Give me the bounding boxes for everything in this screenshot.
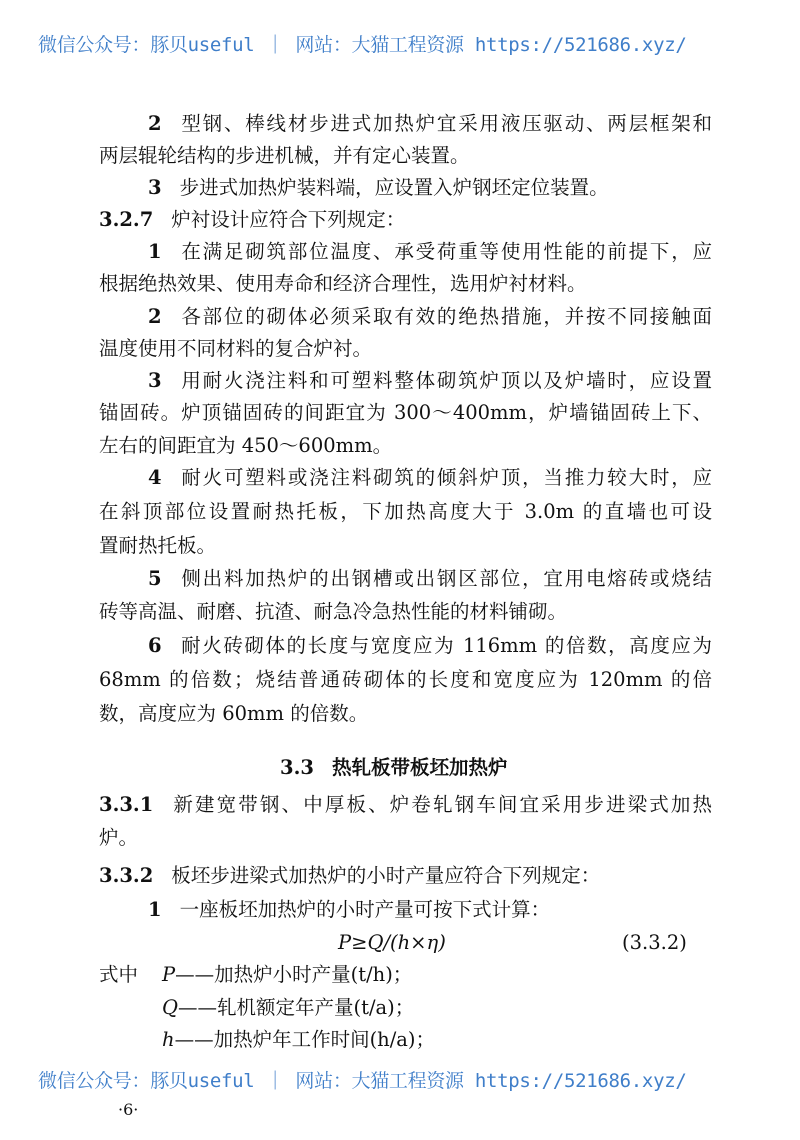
paragraph-line: 4 耐火可塑料或浇注料砌筑的倾斜炉顶，当推力较大时，应 bbox=[148, 466, 712, 489]
variable-definition: P——加热炉小时产量(t/h)； bbox=[162, 963, 413, 986]
paragraph-line: 3 用耐火浇注料和可塑料整体砌筑炉顶以及炉墙时，应设置 bbox=[148, 369, 712, 392]
formula-number: (3.3.2) bbox=[622, 931, 687, 954]
paragraph-line: 置耐热托板。 bbox=[99, 534, 217, 557]
where-label: 式中 bbox=[99, 963, 139, 986]
paragraph-line: 6 耐火砖砌体的长度与宽度应为 116mm 的倍数，高度应为 bbox=[148, 634, 712, 657]
paragraph-line: 68mm 的倍数；烧结普通砖砌体的长度和宽度应为 120mm 的倍 bbox=[99, 668, 712, 691]
paragraph-line: 砖等高温、耐磨、抗渣、耐急冷急热性能的材料铺砌。 bbox=[99, 600, 568, 623]
paragraph-line: 1 一座板坯加热炉的小时产量可按下式计算： bbox=[148, 898, 551, 921]
variable-definition: h——加热炉年工作时间(h/a)； bbox=[162, 1028, 436, 1051]
paragraph-line: 锚固砖。炉顶锚固砖的间距宜为 300～400mm，炉墙锚固砖上下、 bbox=[99, 401, 712, 424]
watermark-bottom: 微信公众号：豚贝useful ｜ 网站：大猫工程资源 https://521686.xyz/ bbox=[38, 1070, 687, 1092]
paragraph-line: 2 型钢、棒线材步进式加热炉宜采用液压驱动、两层框架和 bbox=[148, 112, 712, 135]
paragraph-line: 左右的间距宜为 450～600mm。 bbox=[99, 434, 393, 457]
formula: P≥Q/(h×η) bbox=[338, 931, 446, 954]
paragraph-line: 2 各部位的砌体必须采取有效的绝热措施，并按不同接触面 bbox=[148, 305, 712, 328]
clause-heading: 3.2.7 炉衬设计应符合下列规定： bbox=[99, 208, 406, 231]
section-heading: 3.3 热轧板带板坯加热炉 bbox=[280, 756, 508, 779]
paragraph-line: 两层辊轮结构的步进机械，并有定心装置。 bbox=[99, 144, 470, 167]
paragraph-line: 3 步进式加热炉装料端，应设置入炉钢坯定位装置。 bbox=[148, 176, 609, 199]
paragraph-line: 5 侧出料加热炉的出钢槽或出钢区部位，宜用电熔砖或烧结 bbox=[148, 567, 712, 590]
paragraph-line: 温度使用不同材料的复合炉衬。 bbox=[99, 337, 373, 360]
paragraph-line: 炉。 bbox=[99, 826, 139, 849]
clause-line: 3.3.1 新建宽带钢、中厚板、炉卷轧钢车间宜采用步进梁式加热 bbox=[99, 793, 712, 816]
variable-definition: Q——轧机额定年产量(t/a)； bbox=[162, 996, 415, 1019]
page-number: ·6· bbox=[118, 1100, 139, 1119]
paragraph-line: 1 在满足砌筑部位温度、承受荷重等使用性能的前提下，应 bbox=[148, 240, 712, 263]
paragraph-line: 数，高度应为 60mm 的倍数。 bbox=[99, 702, 369, 725]
paragraph-line: 在斜顶部位设置耐热托板，下加热高度大于 3.0m 的直墙也可设 bbox=[99, 500, 712, 523]
paragraph-line: 根据绝热效果、使用寿命和经济合理性，选用炉衬材料。 bbox=[99, 272, 587, 295]
watermark-top: 微信公众号：豚贝useful ｜ 网站：大猫工程资源 https://521686.xyz/ bbox=[38, 34, 687, 56]
clause-line: 3.3.2 板坯步进梁式加热炉的小时产量应符合下列规定： bbox=[99, 864, 601, 887]
